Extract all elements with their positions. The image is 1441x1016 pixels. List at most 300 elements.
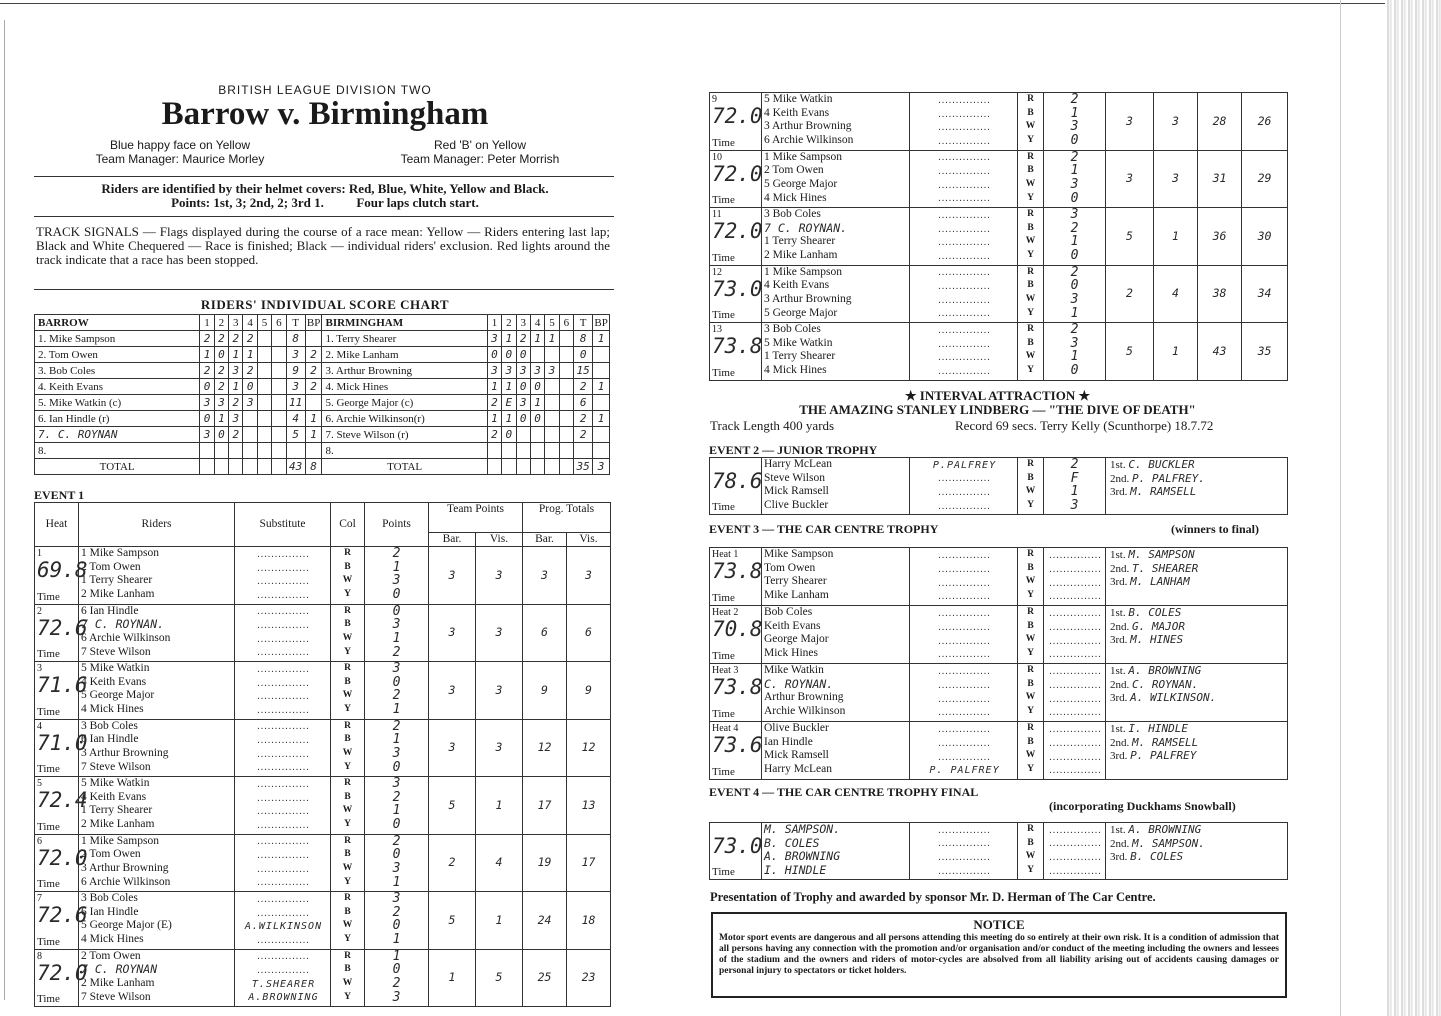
heat-points-line: 3	[392, 860, 401, 876]
score-cell	[487, 443, 501, 459]
heat-points-line: 2	[1070, 92, 1079, 107]
heat-col-header: 2	[502, 315, 516, 331]
heat-points-line: 1	[392, 803, 401, 819]
score-cell	[229, 459, 243, 475]
place-rider: A. BROWNING	[1128, 664, 1202, 677]
heat-substitutes-line: ...............	[938, 179, 991, 191]
heat-points-line: 1	[1070, 305, 1079, 321]
place-line	[1106, 575, 1287, 589]
place-label: 2nd.	[1110, 472, 1132, 485]
heat-riders-line: 3 Arthur Browning	[81, 746, 169, 759]
event-riders-line: Mick Ramsell	[764, 485, 829, 498]
heat-riders-line: 3 Arthur Browning	[81, 861, 169, 874]
heat-row	[710, 323, 1288, 381]
away-total: 35	[574, 459, 593, 475]
heat-colours-line: Y	[1027, 135, 1034, 146]
heat-points-line: 1	[392, 702, 401, 718]
heat-pvis: 30	[1242, 208, 1288, 266]
event-substitutes	[910, 722, 1018, 780]
heat-pbar: 28	[1198, 93, 1242, 151]
heat-riders-line: 7 Steve Wilson	[81, 645, 151, 658]
event-points-line: 2	[1070, 457, 1079, 472]
place-rider: C. ROYNAN.	[1132, 677, 1199, 691]
heat-substitutes-line: ...............	[938, 166, 991, 178]
heat-time-cell	[710, 208, 762, 266]
time-label: Time	[712, 251, 735, 264]
place-rider: P. PALFREY.	[1132, 471, 1205, 485]
home-bonus-total: 8	[305, 459, 322, 475]
heat-riders-line: 2 Mike Lanham	[81, 588, 155, 601]
score-cell	[272, 331, 286, 347]
event-points-line: ...............	[1049, 737, 1102, 749]
heat-colours-line: R	[1027, 209, 1034, 219]
heat-colours-line: Y	[344, 991, 351, 1002]
heat-col-header: T	[574, 315, 593, 331]
score-cell: 3	[243, 395, 257, 411]
heat-substitutes	[235, 719, 331, 777]
score-cell: 2	[574, 379, 593, 395]
place-line	[1106, 472, 1287, 486]
heat-substitutes-line: ...............	[938, 250, 991, 262]
event-riders-line: Harry McLean	[764, 763, 833, 776]
heat-number: 5	[37, 778, 42, 789]
heat-riders-line: 7 C. ROYNAN.	[81, 617, 165, 632]
event-2-title: EVENT 2 — JUNIOR TROPHY	[709, 443, 878, 457]
heat-time: 72.0	[712, 219, 763, 243]
heat-colours	[331, 777, 365, 835]
score-cell: 1	[530, 331, 544, 347]
event-points-line: ...............	[1049, 765, 1102, 777]
event-points	[1044, 664, 1106, 722]
score-cell: 0	[214, 427, 228, 443]
event-substitutes-line: ...............	[938, 577, 991, 589]
score-cell: 1	[487, 411, 501, 427]
event-substitutes-line: ...............	[938, 679, 991, 691]
event-substitutes-line: ...............	[938, 635, 991, 647]
heat-time: 72.0	[712, 104, 763, 128]
event-3-title: EVENT 3 — THE CAR CENTRE TROPHY	[709, 522, 939, 536]
score-chart-row	[35, 443, 610, 459]
heat-substitutes-line: ...............	[257, 576, 310, 588]
heat-pbar: 17	[523, 777, 567, 835]
place-line	[1106, 485, 1287, 499]
heat-bar: 2	[429, 834, 476, 892]
heat-points	[365, 719, 429, 777]
event-points-line: ...............	[1049, 824, 1102, 836]
heat-colours-line: R	[1027, 324, 1034, 334]
heat-riders-line: 1 Mike Sampson	[764, 150, 842, 163]
heat-pvis: 3	[567, 547, 611, 605]
event-riders-line: M. SAMPSON.	[764, 822, 841, 836]
place-line	[1106, 664, 1287, 678]
heat-riders-line: 6 Ian Hindle	[81, 733, 139, 746]
heat-substitutes-line: ...............	[257, 806, 310, 818]
binding-spine	[1385, 0, 1441, 1016]
home-colours: Blue happy face on Yellow	[109, 138, 251, 152]
place-line	[1106, 823, 1287, 837]
heats-table-right	[709, 92, 1288, 381]
heat-substitutes	[910, 208, 1018, 266]
heat-riders-line: 7 C. ROYNAN	[81, 962, 158, 977]
score-cell	[530, 427, 544, 443]
event-substitutes-line: ...............	[938, 865, 991, 877]
event-colours-line: W	[1025, 851, 1036, 862]
heat-pvis: 23	[567, 949, 611, 1007]
heat-substitutes-line: ...............	[257, 836, 310, 848]
event-riders-line: Arthur Browning	[764, 691, 844, 704]
event-places	[1106, 606, 1288, 664]
points-header: Points	[365, 503, 429, 547]
heat-riders-line: 6 Archie Wilkinson	[81, 875, 171, 888]
heat-col-header: 4	[530, 315, 544, 331]
event-colours-line: R	[1027, 549, 1034, 559]
heat-col-header: 5	[257, 315, 271, 331]
heat-colours	[331, 834, 365, 892]
heat-colours-line: W	[1025, 236, 1036, 247]
heat-colours-line: R	[1027, 151, 1034, 162]
score-cell: 6	[574, 395, 593, 411]
event-colours-line: B	[1027, 678, 1034, 689]
heat-riders-line: 3 Bob Coles	[81, 719, 138, 732]
heat-pvis: 35	[1242, 323, 1288, 381]
heat-points	[365, 547, 429, 605]
score-cell: 3	[545, 363, 559, 379]
heat-substitutes-line: ...............	[938, 352, 991, 364]
heat-time: 71.0	[37, 730, 88, 755]
heat-time-cell	[710, 323, 762, 381]
place-line	[1106, 678, 1287, 692]
event-3-note: (winners to final)	[1171, 522, 1259, 536]
place-label: 2nd.	[1110, 678, 1132, 691]
heat-points	[1044, 323, 1106, 381]
heat-colours-line: B	[1027, 107, 1034, 118]
heat-riders-line: 5 George Major	[764, 177, 838, 190]
heat-colours-line: Y	[344, 704, 351, 715]
event-substitutes-line: P.PALFREY	[932, 459, 997, 471]
heat-substitutes-line: ...............	[938, 108, 991, 120]
heat-pvis: 6	[567, 604, 611, 662]
heat-colours-line: Y	[344, 589, 351, 600]
heat-riders-line: 1 Terry Shearer	[81, 804, 153, 817]
score-cell	[530, 459, 544, 475]
heat-pvis: 18	[567, 892, 611, 950]
heat-substitutes-line: A.BROWNING	[248, 992, 319, 1004]
score-cell: 1	[487, 379, 501, 395]
heat-substitutes-line: ...............	[257, 850, 310, 862]
score-cell: 0	[487, 347, 501, 363]
heat-colours-line: W	[342, 747, 353, 758]
heat-colours-line: R	[344, 605, 351, 616]
heat-points-line: 2	[392, 546, 401, 561]
event-points-line: ...............	[1049, 621, 1102, 633]
heat-row	[35, 892, 611, 950]
score-cell: 2	[214, 379, 228, 395]
score-cell: 2	[305, 379, 322, 395]
score-chart-row	[35, 331, 610, 347]
event-riders-line: Harry McLean	[764, 458, 833, 470]
heat-riders-line: 1 Mike Sampson	[764, 265, 842, 278]
heat-riders-line: 6 Ian Hindle	[81, 604, 139, 617]
heat-colours-line: Y	[344, 819, 351, 830]
heat-time: 78.6	[712, 469, 763, 493]
heats-table-left	[34, 502, 611, 1007]
event-substitutes-line: ...............	[938, 824, 991, 836]
score-cell: 3	[487, 331, 501, 347]
heat-time-cell	[710, 606, 762, 664]
score-cell	[559, 395, 573, 411]
heat-substitutes-line: ...............	[938, 122, 991, 134]
heat-points	[365, 777, 429, 835]
heat-colours-line: Y	[1027, 307, 1034, 318]
heat-time: 72.0	[37, 845, 88, 870]
heat-substitutes	[910, 93, 1018, 151]
score-cell: 2	[229, 331, 243, 347]
event-colours-line: R	[1027, 824, 1034, 834]
points-line: Points: 1st, 3; 2nd, 2; 3rd 1. Four laps clutch start.	[171, 195, 479, 210]
heat-col-header: 6	[559, 315, 573, 331]
heat-substitutes	[235, 662, 331, 720]
heat-number: 10	[712, 151, 722, 163]
score-cell: 11	[286, 395, 305, 411]
score-cell	[530, 443, 544, 459]
heat-riders-line: 1 Terry Shearer	[764, 350, 836, 363]
heat-substitutes-line: ...............	[257, 762, 310, 774]
heat-riders-line: 3 Bob Coles	[764, 208, 821, 220]
left-page-edge	[4, 20, 5, 1000]
heat-riders-line: 5 Mike Watkin	[764, 336, 833, 349]
home-team-info	[60, 138, 300, 166]
score-chart-title: RIDERS' INDIVIDUAL SCORE CHART	[200, 297, 450, 312]
score-cell: 2	[305, 363, 322, 379]
heat-substitutes-line: ...............	[938, 94, 991, 106]
event-points-line: ...............	[1049, 635, 1102, 647]
heat-vis: 4	[476, 834, 523, 892]
heat-time: 73.0	[712, 276, 763, 301]
heat-points	[365, 949, 429, 1007]
heat-bar: 5	[1106, 208, 1154, 266]
event-substitutes-line: ...............	[938, 550, 991, 562]
event-colours-line: W	[1025, 750, 1036, 761]
place-line	[1106, 548, 1287, 562]
heat-riders-line: 1 Mike Sampson	[81, 547, 159, 559]
heat-number: 4	[37, 720, 42, 732]
heat-substitutes-line: ...............	[257, 548, 310, 560]
presentation-note: Presentation of Trophy and awarded by sponsor Mr. D. Herman of The Car Centre.	[710, 890, 1156, 904]
heat-colours-line: B	[344, 964, 351, 975]
heat-points-line: 2	[392, 833, 401, 849]
heat-riders	[79, 777, 235, 835]
score-cell: 3	[200, 395, 214, 411]
heat-time-cell	[35, 662, 88, 720]
score-cell: 3	[214, 395, 228, 411]
score-cell: 1	[502, 379, 516, 395]
heat-points-line: 1	[1070, 163, 1079, 179]
home-rider-name: 1. Mike Sampson	[35, 331, 200, 347]
place-rider: G. MAJOR	[1132, 619, 1185, 633]
place-label: 1st.	[1110, 723, 1129, 735]
heat-pvis: 26	[1242, 93, 1288, 151]
heat-time-cell	[710, 265, 762, 323]
heat-pbar: 6	[523, 604, 567, 662]
event-substitutes-line: ...............	[938, 693, 991, 705]
event-colours-line: B	[1027, 736, 1034, 747]
event-substitutes-line: ...............	[938, 737, 991, 749]
score-cell	[516, 459, 530, 475]
event-colours-line: W	[1025, 692, 1036, 703]
away-rider-name: 4. Mick Hines	[322, 379, 487, 395]
event-substitutes-line: ...............	[938, 621, 991, 633]
heat-time-cell	[710, 722, 762, 780]
heat-riders-line: 4 Mick Hines	[81, 933, 144, 946]
heat-riders-line: 4 Keith Evans	[764, 279, 830, 292]
event-points	[1044, 458, 1106, 515]
heat-colours-line: B	[344, 561, 351, 572]
heat-substitutes-line: ...............	[257, 778, 310, 790]
event-points-line: ...............	[1049, 608, 1102, 620]
heat-time-cell	[35, 892, 88, 950]
heat-points-line: 2	[1070, 149, 1079, 165]
place-label: 1st.	[1110, 665, 1129, 677]
heat-substitutes-line: ...............	[257, 907, 310, 919]
place-rider: C. BUCKLER	[1128, 458, 1195, 471]
event-points	[1044, 722, 1106, 780]
track-record: Record 69 secs. Terry Kelly (Scunthorpe) 18.7.72	[955, 418, 1214, 433]
time-label: Time	[37, 705, 60, 718]
heat-time-cell	[35, 604, 88, 662]
event-places	[1106, 664, 1288, 722]
score-cell: 1	[502, 411, 516, 427]
event-colours-line: B	[1027, 472, 1034, 483]
score-cell	[305, 443, 322, 459]
place-line	[1106, 633, 1287, 647]
score-cell	[214, 459, 228, 475]
away-rider-name: 8.	[322, 443, 487, 459]
heat-points-line: 0	[392, 918, 401, 934]
heat-col-header: 1	[487, 315, 501, 331]
place-label: 2nd.	[1110, 736, 1132, 749]
place-rider: M. HINES	[1130, 633, 1184, 647]
heat-points-line: 3	[392, 661, 401, 676]
score-cell	[272, 443, 286, 459]
score-cell: 0	[502, 427, 516, 443]
home-rider-name: 3. Bob Coles	[35, 363, 200, 379]
score-cell	[593, 395, 610, 411]
score-cell: 1	[530, 395, 544, 411]
heat-points-line: 3	[392, 745, 401, 761]
score-cell	[545, 427, 559, 443]
riders-header: Riders	[79, 503, 235, 547]
score-cell: 3	[502, 363, 516, 379]
heat-riders-line: 6 Archie Wilkinson	[81, 631, 171, 644]
event-riders-line: Clive Buckler	[764, 499, 829, 512]
heat-points-line: 0	[392, 674, 401, 690]
home-rider-name: 2. Tom Owen	[35, 347, 200, 363]
track-length: Track Length 400 yards	[710, 418, 835, 433]
heat-points-line: 1	[392, 732, 401, 748]
event-riders-line: A. BROWNING	[764, 849, 841, 864]
heat-row	[710, 265, 1288, 323]
event-riders-line: Ian Hindle	[764, 735, 813, 748]
time-label: Time	[712, 309, 735, 321]
heat-substitutes-line: ...............	[257, 863, 310, 875]
heat-col-header: BP	[594, 316, 608, 329]
heat-riders-line: 7 Steve Wilson	[81, 760, 151, 773]
heat-points-line: 0	[392, 962, 401, 978]
score-cell	[545, 459, 559, 475]
heat-substitutes-line: ...............	[938, 237, 991, 249]
heat-substitutes-line: ...............	[257, 893, 310, 905]
event-points	[1044, 823, 1106, 880]
place-rider: M. RAMSELL	[1132, 735, 1199, 749]
score-cell	[214, 443, 228, 459]
event-substitutes-line: ...............	[938, 473, 991, 485]
event-riders-line: Olive Buckler	[764, 722, 829, 734]
heat-number: 2	[37, 605, 42, 617]
heat-points-line: 1	[392, 932, 401, 948]
heat-riders-line: 1 Terry Shearer	[764, 235, 836, 248]
away-rider-name: 5. George Major (c)	[322, 395, 487, 411]
heat-riders	[762, 323, 910, 381]
event-points-line: ...............	[1049, 563, 1102, 575]
score-cell	[200, 459, 214, 475]
score-cell: 2	[229, 395, 243, 411]
heat-points-line: 3	[1070, 176, 1079, 192]
helmet-line: Riders are identified by their helmet covers: Red, Blue, White, Yellow and Black.	[101, 181, 549, 196]
score-cell	[593, 347, 610, 363]
event-riders	[762, 606, 910, 664]
heat-col-header: BP	[306, 316, 321, 329]
heat-points-line: 0	[392, 817, 401, 833]
heat-time: 73.8	[712, 559, 763, 583]
heat-points-line: 2	[1070, 322, 1079, 337]
heat-points-line: 1	[392, 874, 401, 890]
heat-substitutes-line: A.WILKINSON	[244, 921, 323, 933]
heat-number: 9	[712, 94, 717, 105]
heat-time-cell	[35, 719, 88, 777]
score-cell	[545, 411, 559, 427]
score-cell	[559, 411, 573, 427]
heat-colours-line: W	[1025, 293, 1036, 304]
event-4-note: (incorporating Duckhams Snowball)	[1049, 799, 1236, 813]
score-cell	[593, 443, 610, 459]
home-rider-name: 4. Keith Evans	[35, 379, 200, 395]
heat-bar: 3	[429, 547, 476, 605]
heat-bar: 5	[1106, 323, 1154, 381]
event-riders-line: George Major	[764, 633, 829, 646]
score-cell: 3	[516, 363, 530, 379]
away-team-header: BIRMINGHAM	[322, 315, 487, 331]
heat-pbar: 24	[523, 892, 567, 950]
heat-riders-line: 3 Bob Coles	[764, 323, 821, 335]
score-cell: 1	[214, 411, 228, 427]
event-points-line: ...............	[1049, 724, 1102, 736]
score-cell	[545, 395, 559, 411]
score-cell	[305, 331, 322, 347]
heat-substitutes-line: ...............	[257, 721, 310, 733]
score-cell	[272, 363, 286, 379]
score-cell: 2	[487, 427, 501, 443]
heat-riders-line: 3 Bob Coles	[81, 892, 138, 904]
heat-bar: 3	[429, 719, 476, 777]
helmet-info	[30, 182, 620, 210]
prog-totals-header: Prog. Totals	[523, 503, 611, 533]
heat-points-line: 0	[392, 587, 401, 603]
heat-vis: 3	[476, 719, 523, 777]
event-substitutes-line: ...............	[938, 608, 991, 620]
score-cell: 1	[593, 379, 610, 395]
heat-vis: 3	[476, 662, 523, 720]
time-label: Time	[712, 708, 735, 720]
